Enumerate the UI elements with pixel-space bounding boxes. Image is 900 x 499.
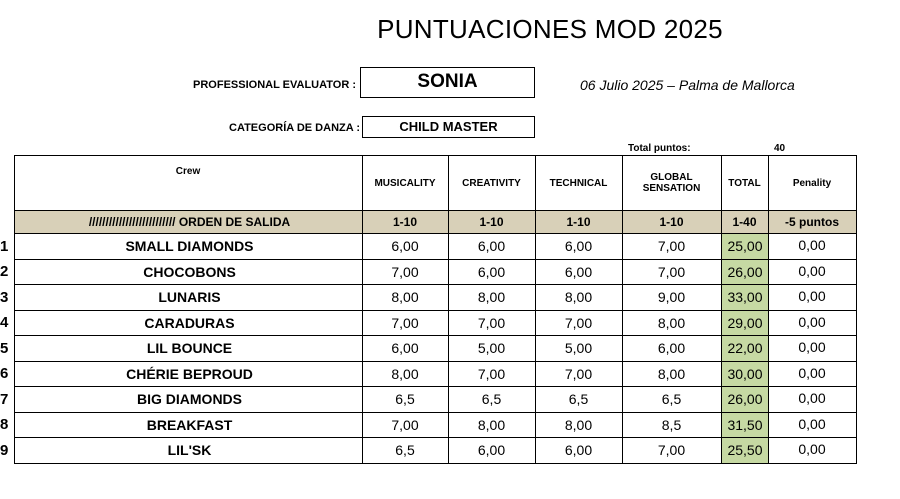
musicality-score[interactable]: 6,00 — [362, 234, 448, 260]
crew-name: BIG DIAMONDS — [14, 387, 362, 413]
row-number: 4 — [0, 314, 9, 332]
technical-score[interactable]: 5,00 — [535, 336, 622, 362]
technical-score[interactable]: 7,00 — [535, 310, 622, 336]
page-title: PUNTUACIONES MOD 2025 — [377, 14, 723, 44]
musicality-score[interactable]: 6,5 — [362, 438, 448, 464]
row-number: 6 — [0, 365, 9, 383]
header-musicality: MUSICALITY — [362, 156, 448, 211]
row-number: 3 — [0, 288, 9, 306]
range-technical: 1-10 — [535, 211, 622, 234]
crew-name: LIL BOUNCE — [14, 336, 362, 362]
event-date: 06 Julio 2025 – Palma de Mallorca — [580, 77, 795, 93]
total-score[interactable]: 29,00 — [721, 310, 768, 336]
musicality-score[interactable]: 6,00 — [362, 336, 448, 362]
technical-score[interactable]: 8,00 — [535, 285, 622, 311]
creativity-score[interactable]: 8,00 — [448, 412, 535, 438]
penality-score[interactable]: 0,00 — [768, 361, 856, 387]
musicality-score[interactable]: 8,00 — [362, 285, 448, 311]
musicality-score[interactable]: 7,00 — [362, 412, 448, 438]
global-sensation-score[interactable]: 8,00 — [622, 361, 721, 387]
technical-score[interactable]: 6,00 — [535, 259, 622, 285]
penality-score[interactable]: 0,00 — [768, 310, 856, 336]
creativity-score[interactable]: 6,00 — [448, 259, 535, 285]
row-number: 8 — [0, 416, 9, 434]
global-sensation-score[interactable]: 9,00 — [622, 285, 721, 311]
musicality-score[interactable]: 6,5 — [362, 387, 448, 413]
row-number: 2 — [0, 263, 9, 281]
creativity-score[interactable]: 6,00 — [448, 234, 535, 260]
penality-score[interactable]: 0,00 — [768, 336, 856, 362]
crew-name: SMALL DIAMONDS — [14, 234, 362, 260]
orden-de-salida: ////////////////////////// ORDEN DE SALIDA — [14, 211, 362, 234]
penality-score[interactable]: 0,00 — [768, 285, 856, 311]
scores-table — [0, 155, 857, 464]
header-penality: Penality — [768, 156, 856, 211]
total-score[interactable]: 33,00 — [721, 285, 768, 311]
crew-name: LIL'SK — [14, 438, 362, 464]
row-number: 5 — [0, 339, 9, 357]
technical-score[interactable]: 6,00 — [535, 438, 622, 464]
table-row — [0, 412, 856, 438]
range-global: 1-10 — [622, 211, 721, 234]
table-row — [0, 259, 856, 285]
header-total: TOTAL — [721, 156, 768, 211]
row-number: 7 — [0, 390, 9, 408]
penality-score[interactable]: 0,00 — [768, 438, 856, 464]
total-points-label: Total puntos: — [628, 143, 691, 154]
total-score[interactable]: 25,50 — [721, 438, 768, 464]
category-value[interactable]: CHILD MASTER — [362, 116, 535, 138]
header-technical: TECHNICAL — [535, 156, 622, 211]
table-row — [0, 438, 856, 464]
total-score[interactable]: 26,00 — [721, 387, 768, 413]
penality-score[interactable]: 0,00 — [768, 234, 856, 260]
header-crew: Crew — [14, 156, 362, 211]
table-row — [0, 285, 856, 311]
creativity-score[interactable]: 8,00 — [448, 285, 535, 311]
creativity-score[interactable]: 6,5 — [448, 387, 535, 413]
crew-name: CHOCOBONS — [14, 259, 362, 285]
range-musicality: 1-10 — [362, 211, 448, 234]
table-row — [0, 387, 856, 413]
musicality-score[interactable]: 8,00 — [362, 361, 448, 387]
range-creativity: 1-10 — [448, 211, 535, 234]
global-sensation-score[interactable]: 6,5 — [622, 387, 721, 413]
technical-score[interactable]: 6,00 — [535, 234, 622, 260]
crew-name: CARADURAS — [14, 310, 362, 336]
creativity-score[interactable]: 5,00 — [448, 336, 535, 362]
range-row — [0, 211, 856, 234]
crew-name: LUNARIS — [14, 285, 362, 311]
technical-score[interactable]: 8,00 — [535, 412, 622, 438]
crew-name: CHÉRIE BEPROUD — [14, 361, 362, 387]
creativity-score[interactable]: 7,00 — [448, 310, 535, 336]
penality-score[interactable]: 0,00 — [768, 412, 856, 438]
range-total: 1-40 — [721, 211, 768, 234]
evaluator-value[interactable]: SONIA — [360, 67, 535, 98]
header-row — [0, 156, 856, 211]
table-row — [0, 234, 856, 260]
creativity-score[interactable]: 6,00 — [448, 438, 535, 464]
row-number: 9 — [0, 441, 9, 459]
evaluator-label: PROFESSIONAL EVALUATOR : — [193, 79, 356, 91]
category-label: CATEGORÍA DE DANZA : — [229, 122, 360, 134]
header-creativity: CREATIVITY — [448, 156, 535, 211]
table-row — [0, 310, 856, 336]
musicality-score[interactable]: 7,00 — [362, 259, 448, 285]
global-sensation-score[interactable]: 8,5 — [622, 412, 721, 438]
table-row — [0, 336, 856, 362]
total-points-value: 40 — [774, 143, 786, 154]
total-score[interactable]: 22,00 — [721, 336, 768, 362]
penality-score[interactable]: 0,00 — [768, 387, 856, 413]
global-sensation-score[interactable]: 8,00 — [622, 310, 721, 336]
header-global-sensation: GLOBAL SENSATION — [622, 156, 721, 211]
row-number: 1 — [0, 237, 9, 255]
total-score[interactable]: 30,00 — [721, 361, 768, 387]
global-sensation-score[interactable]: 7,00 — [622, 438, 721, 464]
global-sensation-score[interactable]: 7,00 — [622, 259, 721, 285]
penality-score[interactable]: 0,00 — [768, 259, 856, 285]
table-row — [0, 361, 856, 387]
crew-name: BREAKFAST — [14, 412, 362, 438]
technical-score[interactable]: 7,00 — [535, 361, 622, 387]
technical-score[interactable]: 6,5 — [535, 387, 622, 413]
global-sensation-score[interactable]: 6,00 — [622, 336, 721, 362]
total-score[interactable]: 25,00 — [721, 234, 768, 260]
global-sensation-score[interactable]: 7,00 — [622, 234, 721, 260]
creativity-score[interactable]: 7,00 — [448, 361, 535, 387]
total-score[interactable]: 31,50 — [721, 412, 768, 438]
total-score[interactable]: 26,00 — [721, 259, 768, 285]
range-penality: -5 puntos — [768, 211, 856, 234]
musicality-score[interactable]: 7,00 — [362, 310, 448, 336]
